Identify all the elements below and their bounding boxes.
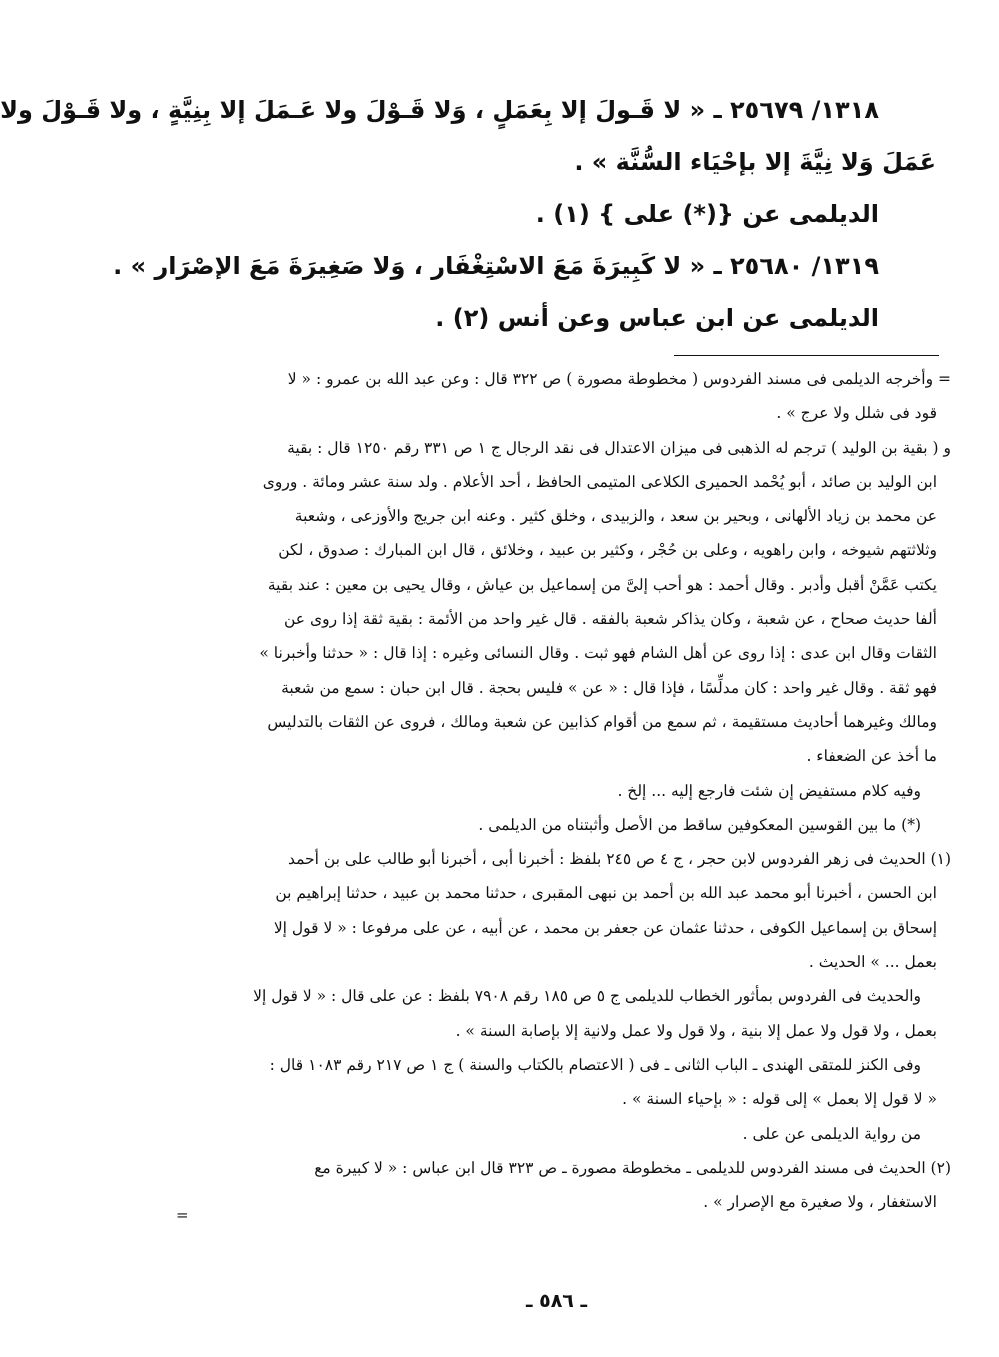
footnote-line: وفى الكنز للمتقى الهندى ـ الباب الثانى ـ فى ( الاعتصام بالكتاب والسنة ) ج ١ ص ٢١٧ رقم ١٠٨٣ قال : [269, 1055, 921, 1074]
footnote-line: من رواية الديلمى عن على . [742, 1124, 921, 1143]
footnote-line: الثقات وقال ابن عدى : إذا روى عن أهل الشام فهو ثبت . وقال النسائى وغيره : إذا قال : « حدثنا وأخبرنا » [259, 644, 937, 663]
footnote-line: قود فى شلل ولا عرج » . [776, 404, 937, 423]
footnote-line: وثلاثتهم شيوخه ، وابن راهويه ، وعلى بن حُجْر ، وكثير بن عبيد ، وخلائق ، قال ابن المبارك : صدوق ، لكن [278, 541, 937, 560]
footnote-line: ما أخذ عن الضعفاء . [806, 747, 937, 766]
footnote-line: « لا قول إلا بعمل » إلى قوله : « بإحياء السنة » . [622, 1090, 937, 1109]
hadith-1318-source: الديلمى عن {(*) على } (١) . [535, 200, 879, 228]
footnote-line: و ( بقية بن الوليد ) ترجم له الذهبى فى ميزان الاعتدال فى نقد الرجال ج ١ ص ٣٣١ رقم ١٢٥٠ قال : بقية [287, 438, 951, 457]
footnote-line: يكتب عَمَّنْ أقبل وأدبر . وقال أحمد : هو أحب إلىَّ من إسماعيل بن عياش ، وقال يحيى بن معين : عند بقية [267, 575, 937, 594]
hadith-text-block [0, 84, 936, 344]
footnote-line: إسحاق بن إسماعيل الكوفى ، حدثنا عثمان عن جعفر بن محمد ، عن أبيه ، عن على مرفوعا : « لا قول إلا [273, 918, 937, 937]
footnote-line: = وأخرجه الديلمى فى مسند الفردوس ( مخطوطة مصورة ) ص ٣٢٢ قال : وعن عبد الله بن عمرو : « لا [287, 370, 951, 388]
footnote-line: الاستغفار ، ولا صغيرة مع الإصرار » . [703, 1193, 937, 1212]
footnote-line: فهو ثقة . وقال غير واحد : كان مدلِّسًا ، فإذا قال : « عن » فليس بحجة . قال ابن حبان : سمع من شعبة [281, 678, 937, 697]
footnote-line: عن محمد بن زياد الألهانى ، وبحير بن سعد ، والزبيدى ، وخلق كثير . وعنه ابن جريج والأوزعى ، وشعبة [294, 507, 937, 526]
footnote-line: بعمل ، ولا قول ولا عمل إلا بنية ، ولا قول ولا عمل ولانية إلا بإصابة السنة » . [455, 1021, 937, 1040]
hadith-1318-line-2: عَمَلَ وَلا نِيَّةَ إلا بإحْيَاء السُّنَّة » . [574, 148, 936, 176]
hadith-1319-source: الديلمى عن ابن عباس وعن أنس (٢) . [435, 304, 879, 332]
footnotes-block [157, 362, 951, 1219]
footnote-asterisk: (*) ما بين القوسين المعكوفين ساقط من الأصل وأثبتناه من الديلمى . [478, 815, 921, 834]
hadith-1318-line-1: ١٣١٨/ ٢٥٦٧٩ ـ « لا قَـولَ إلا بِعَمَلٍ ، وَلا قَـوْلَ ولا عَـمَلَ إلا بِنِيَّةٍ ، ولا قَـوْلَ ولا [0, 96, 879, 124]
footnote-line: ومالك وغيرهما أحاديث مستقيمة ، ثم سمع من أقوام كذابين عن شعبة ومالك ، فروى عن الثقات بالتدليس [267, 712, 937, 731]
page-number: ـ ٥٨٦ ـ [525, 1290, 587, 1312]
footnote-line: ابن الوليد بن صائد ، أبو يُحْمد الحميرى الكلاعى المتيمى الحافظ ، أحد الأعلام . ولد سنة عشر ومائة . وروى [262, 472, 937, 491]
footnote-2: (٢) الحديث فى مسند الفردوس للديلمى ـ مخطوطة مصورة ـ ص ٣٢٣ قال ابن عباس : « لا كبيرة مع [314, 1158, 951, 1177]
footnote-line: ألفا حديث صحاح ، عن شعبة ، وكان يذاكر شعبة بالفقه . قال غير واحد من الأئمة : بقية ثقة إذا روى عن [284, 610, 937, 629]
hadith-1319-line-1: ١٣١٩/ ٢٥٦٨٠ ـ « لا كَبِيرَةَ مَعَ الاسْتِغْفَار ، وَلا صَغِيرَةَ مَعَ الإصْرَار » . [113, 252, 879, 280]
continuation-mark: = [176, 1206, 189, 1224]
footnote-line: وفيه كلام مستفيض إن شئت فارجع إليه ... إلخ . [617, 781, 921, 800]
footnote-separator [674, 355, 939, 356]
footnote-1: (١) الحديث فى زهر الفردوس لابن حجر ، ج ٤ ص ٢٤٥ بلفظ : أخبرنا أبى ، أخبرنا أبو طالب على بن أحمد [287, 850, 951, 869]
footnote-line: ابن الحسن ، أخبرنا أبو محمد عبد الله بن أحمد بن نبهى المقبرى ، حدثنا محمد بن عبيد ، حدثنا إبراهيم بن [275, 884, 937, 903]
footnote-line: والحديث فى الفردوس بمأثور الخطاب للديلمى ج ٥ ص ١٨٥ رقم ٧٩٠٨ بلفظ : عن على قال : « لا قول إلا [253, 987, 921, 1006]
footnote-line: بعمل ... » الحديث . [808, 953, 937, 972]
